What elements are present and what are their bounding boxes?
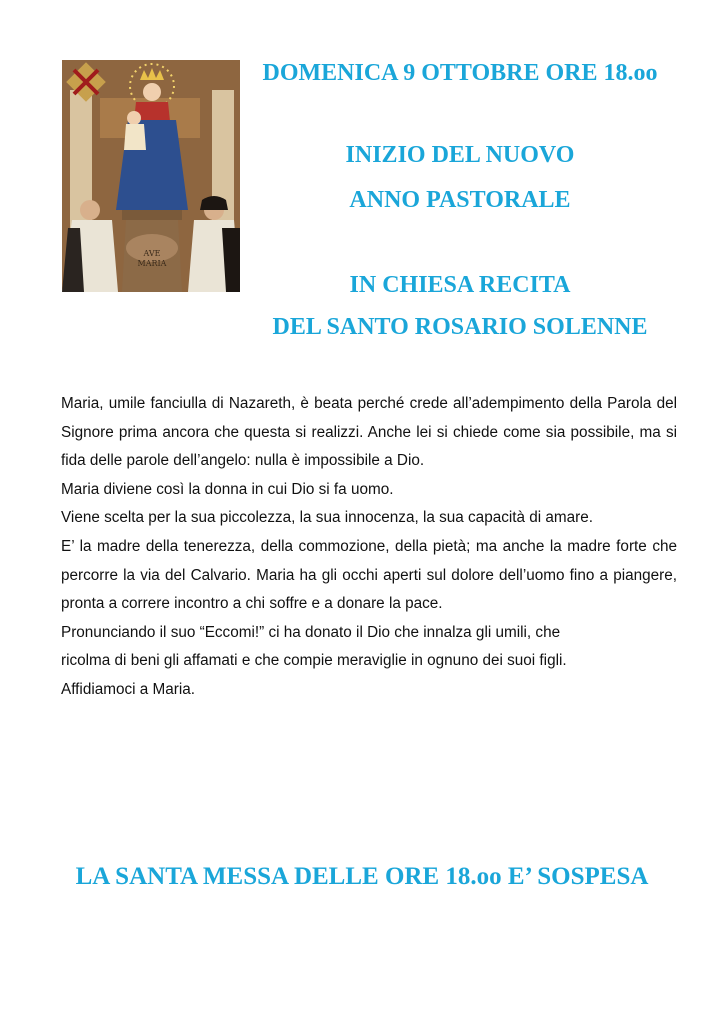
paragraph-5-line-2: ricolma di beni gli affamati e che compie meraviglie in ognuno dei suoi figli. bbox=[61, 652, 567, 670]
paragraph-4: E’ la madre della tenerezza, della commozione, della pietà; ma anche la madre forte che percorre la via del Calvario. Maria ha gli occhi aperti sul dolore dell’uomo fino a piangere, pronta a correre incontro a chi soffre e a donare la pace. bbox=[61, 537, 677, 613]
paragraph-3: Viene scelta per la sua piccolezza, la sua innocenza, la sua capacità di amare. bbox=[61, 509, 594, 527]
paragraph-6: Affidiamoci a Maria. bbox=[61, 680, 196, 698]
madonna-rosary-illustration bbox=[62, 60, 240, 292]
heading-line-1: INIZIO DEL NUOVO bbox=[345, 142, 575, 168]
heading-line-3: IN CHIESA RECITA bbox=[349, 272, 571, 298]
madonna-rosary-image bbox=[62, 60, 240, 292]
paragraph-1: Maria, umile fanciulla di Nazareth, è beata perché crede all’adempimento della Parola del Signore prima ancora che questa si realizzi. Anche lei si chiede come sia possibile, ma si fida delle parole dell’angelo: nulla è impossibile a Dio. bbox=[61, 395, 677, 470]
body-text bbox=[61, 390, 677, 705]
mass-suspended-notice: LA SANTA MESSA DELLE ORE 18.oo E’ SOSPESA bbox=[75, 863, 649, 890]
paragraph-2: Maria diviene così la donna in cui Dio si fa uomo. bbox=[61, 480, 394, 498]
paragraph-5-line-1: Pronunciando il suo “Eccomi!” ci ha donato il Dio che innalza gli umili, che bbox=[61, 623, 561, 641]
inscription-maria: MARIA bbox=[137, 259, 167, 268]
inscription-ave: AVE bbox=[143, 249, 161, 258]
event-date-heading: DOMENICA 9 OTTOBRE ORE 18.oo bbox=[262, 60, 658, 86]
heading-line-4: DEL SANTO ROSARIO SOLENNE bbox=[272, 314, 648, 340]
heading-line-2: ANNO PASTORALE bbox=[349, 187, 571, 213]
